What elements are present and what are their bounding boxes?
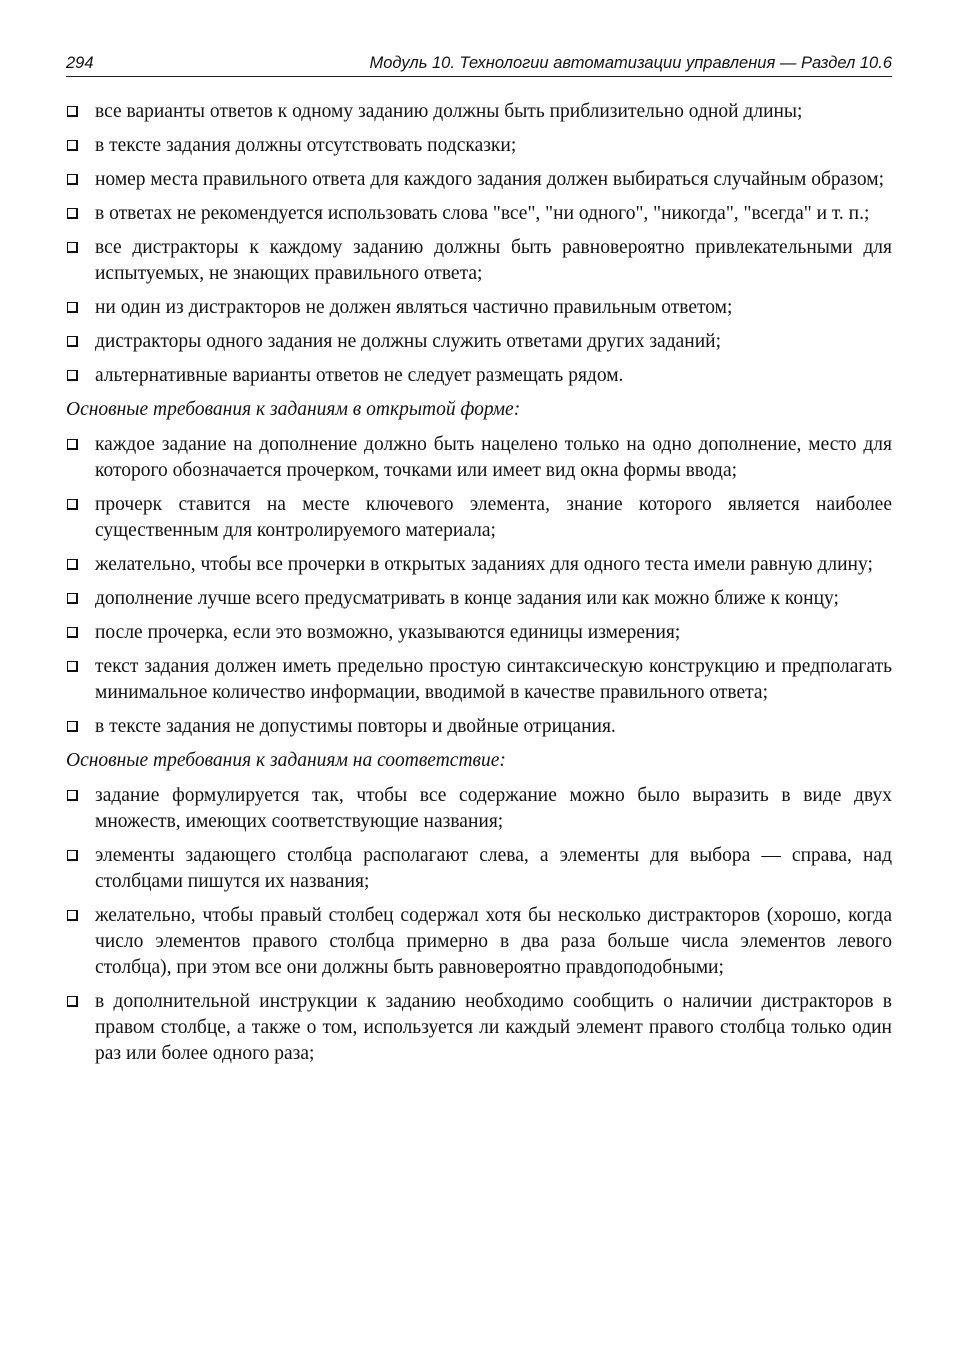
list-item (66, 654, 892, 706)
list-item (66, 989, 892, 1067)
closed-form-requirements-list (66, 99, 892, 389)
list-item-text: желательно, чтобы правый столбец содержал хотя бы несколько дистракторов (хорошо, когда число элементов правого столбца примерно в два раза больше числа элементов левого столбца), при этом все они должны быть равновероятно правдоподобными; (95, 905, 892, 978)
checkbox-bullet-icon (67, 208, 78, 219)
list-item-text: в тексте задания должны отсутствовать подсказки; (95, 135, 517, 156)
list-item-text: дистракторы одного задания не должны служить ответами других заданий; (95, 331, 721, 352)
list-item-text: задание формулируется так, чтобы все содержание можно было выразить в виде двух множеств, имеющих соответствующие названия; (95, 785, 892, 832)
list-item-text: текст задания должен иметь предельно простую синтаксическую конструкцию и предполагать минимальное количество информации, вводимой в качестве правильного ответа; (95, 656, 892, 703)
page-number: 294 (66, 54, 94, 72)
list-item (66, 201, 892, 227)
open-form-requirements-list (66, 432, 892, 740)
list-item-text: все дистракторы к каждому заданию должны быть равновероятно привлекательными для испытуемых, не знающих правильного ответа; (95, 237, 892, 284)
list-item-text: желательно, чтобы все прочерки в открытых заданиях для одного теста имели равную длину; (95, 554, 873, 575)
checkbox-bullet-icon (67, 336, 78, 347)
checkbox-bullet-icon (67, 302, 78, 313)
list-item-text: прочерк ставится на месте ключевого элемента, знание которого является наиболее существенным для контролируемого материала; (95, 494, 892, 541)
list-item-text: ни один из дистракторов не должен являться частично правильным ответом; (95, 297, 733, 318)
list-item-text: альтернативные варианты ответов не следует размещать рядом. (95, 365, 624, 386)
list-item (66, 99, 892, 125)
checkbox-bullet-icon (67, 593, 78, 604)
checkbox-bullet-icon (67, 439, 78, 450)
checkbox-bullet-icon (67, 559, 78, 570)
running-header (66, 52, 892, 77)
section-subheading-open-form: Основные требования к заданиям в открытой форме: (66, 399, 521, 420)
running-title: Модуль 10. Технологии автоматизации управления — Раздел 10.6 (369, 54, 892, 72)
list-item-text: в дополнительной инструкции к заданию необходимо сообщить о наличии дистракторов в правом столбце, а также о том, используется ли каждый элемент правого столбца только один раз или более одного раза; (95, 991, 892, 1064)
list-item-text: элементы задающего столбца располагают слева, а элементы для выбора — справа, над столбцами пишутся их названия; (95, 845, 892, 892)
checkbox-bullet-icon (67, 627, 78, 638)
checkbox-bullet-icon (67, 140, 78, 151)
list-item (66, 620, 892, 646)
page (66, 52, 892, 1075)
list-item (66, 903, 892, 981)
list-item (66, 552, 892, 578)
list-item-text: каждое задание на дополнение должно быть нацелено только на одно дополнение, место для которого обозначается прочерком, точками или имеет вид окна формы ввода; (95, 434, 892, 481)
list-item-text: дополнение лучше всего предусматривать в конце задания или как можно ближе к концу; (95, 588, 839, 609)
checkbox-bullet-icon (67, 499, 78, 510)
checkbox-bullet-icon (67, 910, 78, 921)
checkbox-bullet-icon (67, 370, 78, 381)
list-item-text: в тексте задания не допустимы повторы и двойные отрицания. (95, 716, 616, 737)
checkbox-bullet-icon (67, 850, 78, 861)
list-item (66, 363, 892, 389)
checkbox-bullet-icon (67, 790, 78, 801)
checkbox-bullet-icon (67, 996, 78, 1007)
list-item (66, 843, 892, 895)
list-item (66, 235, 892, 287)
list-item (66, 295, 892, 321)
list-item-text: номер места правильного ответа для каждого задания должен выбираться случайным образом; (95, 169, 884, 190)
list-item (66, 133, 892, 159)
checkbox-bullet-icon (67, 721, 78, 732)
section-subheading-matching: Основные требования к заданиям на соответствие: (66, 750, 506, 771)
page-content (66, 99, 892, 1067)
list-item-text: в ответах не рекомендуется использовать слова "все", "ни одного", "никогда", "всегда" и т. п.; (95, 203, 870, 224)
list-item-text: после прочерка, если это возможно, указываются единицы измерения; (95, 622, 681, 643)
list-item (66, 492, 892, 544)
checkbox-bullet-icon (67, 242, 78, 253)
list-item (66, 586, 892, 612)
list-item (66, 167, 892, 193)
list-item-text: все варианты ответов к одному заданию должны быть приблизительно одной длины; (95, 101, 803, 122)
list-item (66, 329, 892, 355)
list-item (66, 714, 892, 740)
checkbox-bullet-icon (67, 106, 78, 117)
list-item (66, 783, 892, 835)
checkbox-bullet-icon (67, 174, 78, 185)
checkbox-bullet-icon (67, 661, 78, 672)
matching-requirements-list (66, 783, 892, 1067)
list-item (66, 432, 892, 484)
